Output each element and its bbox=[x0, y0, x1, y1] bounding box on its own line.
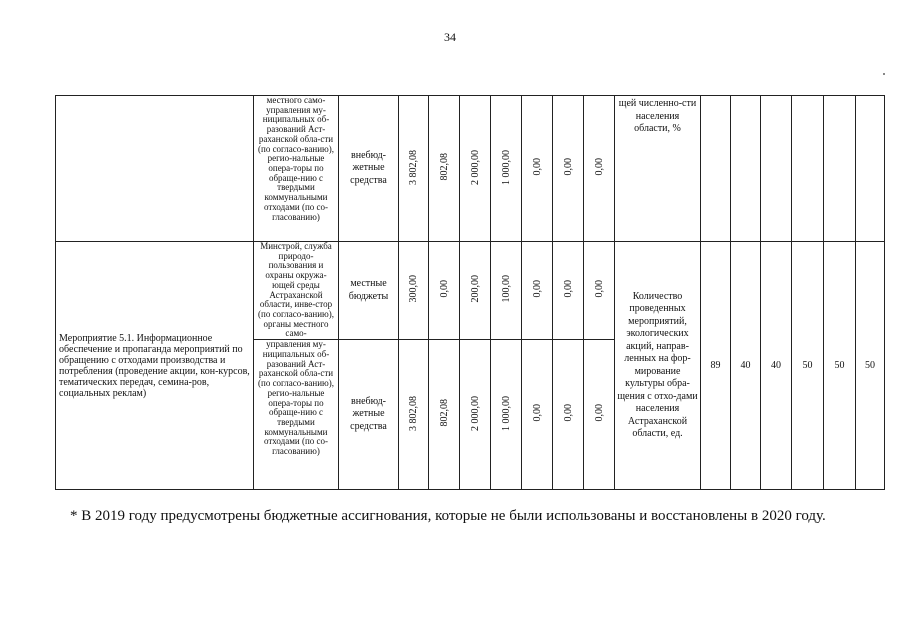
page-number: 34 bbox=[444, 30, 456, 44]
footnote: * В 2019 году предусмотрены бюджетные ассигнования, которые не были использованы и восстановлены в 2020 году. bbox=[70, 508, 826, 524]
amount-total-cell: 3 802,08 bbox=[399, 96, 429, 242]
funding-source-cell: внебюд-жетные средства bbox=[339, 96, 399, 242]
amount-cell: 0,00 bbox=[553, 340, 584, 490]
amount-cell: 0,00 bbox=[553, 242, 584, 340]
target-cell: 50 bbox=[856, 242, 885, 490]
table-row bbox=[56, 96, 885, 242]
target-cell bbox=[731, 96, 761, 242]
executor-cell: местного само-управления му-ниципальных об-разований Аст-раханской обла-сти (по согласо-ванию), регио-нальные опера-торы по обраще-нию с твердыми коммунальными отходами (по со-гласованию) bbox=[254, 96, 339, 242]
indicator-cell: щей численно-сти населения области, % bbox=[615, 96, 701, 242]
program-table bbox=[55, 95, 885, 490]
target-cell bbox=[824, 96, 856, 242]
amount-cell: 2 000,00 bbox=[460, 96, 491, 242]
amount-cell: 2 000,00 bbox=[460, 340, 491, 490]
amount-cell: 802,08 bbox=[429, 340, 460, 490]
activity-cell bbox=[56, 96, 254, 242]
target-cell: 50 bbox=[824, 242, 856, 490]
amount-cell: 802,08 bbox=[429, 96, 460, 242]
target-cell: 40 bbox=[761, 242, 792, 490]
executor-cell: управления му-ниципальных об-разований Аст-раханской обла-сти (по согласо-ванию), регио-нальные опера-торы по обраще-нию с твердыми коммунальными отходами (по со-гласованию) bbox=[254, 340, 339, 490]
amount-cell: 100,00 bbox=[491, 242, 522, 340]
target-cell: 50 bbox=[792, 242, 824, 490]
target-cell bbox=[792, 96, 824, 242]
amount-cell: 0,00 bbox=[522, 96, 553, 242]
executor-cell: Минстрой, служба природо-пользования и охраны окружа-ющей среды Астраханской области, инве-стор (по согласо-ванию), органы местного само- bbox=[254, 242, 339, 340]
amount-cell: 0,00 bbox=[584, 340, 615, 490]
amount-total-cell: 3 802,08 bbox=[399, 340, 429, 490]
activity-cell: Мероприятие 5.1. Информационное обеспечение и пропаганда мероприятий по обращению с отходами производства и потребления (проведение акции, кон-курсов, тематических передач, семина-ров, социальных реклам) bbox=[56, 242, 254, 490]
amount-total-cell: 300,00 bbox=[399, 242, 429, 340]
target-cell bbox=[856, 96, 885, 242]
amount-cell: 0,00 bbox=[584, 242, 615, 340]
target-cell: 40 bbox=[731, 242, 761, 490]
amount-cell: 0,00 bbox=[522, 242, 553, 340]
amount-cell: 0,00 bbox=[429, 242, 460, 340]
scan-speck bbox=[883, 73, 885, 75]
indicator-cell: Количество проведенных мероприятий, экологических акций, направ-ленных на фор-мирование культуры обра-щения с отхо-дами населения Астраханской области, ед. bbox=[615, 242, 701, 490]
amount-cell: 0,00 bbox=[522, 340, 553, 490]
target-cell bbox=[761, 96, 792, 242]
funding-source-cell: местные бюджеты bbox=[339, 242, 399, 340]
funding-source-cell: внебюд-жетные средства bbox=[339, 340, 399, 490]
amount-cell: 1 000,00 bbox=[491, 96, 522, 242]
amount-cell: 0,00 bbox=[584, 96, 615, 242]
table-row bbox=[56, 242, 885, 340]
amount-cell: 0,00 bbox=[553, 96, 584, 242]
target-cell bbox=[701, 96, 731, 242]
amount-cell: 1 000,00 bbox=[491, 340, 522, 490]
target-cell: 89 bbox=[701, 242, 731, 490]
amount-cell: 200,00 bbox=[460, 242, 491, 340]
